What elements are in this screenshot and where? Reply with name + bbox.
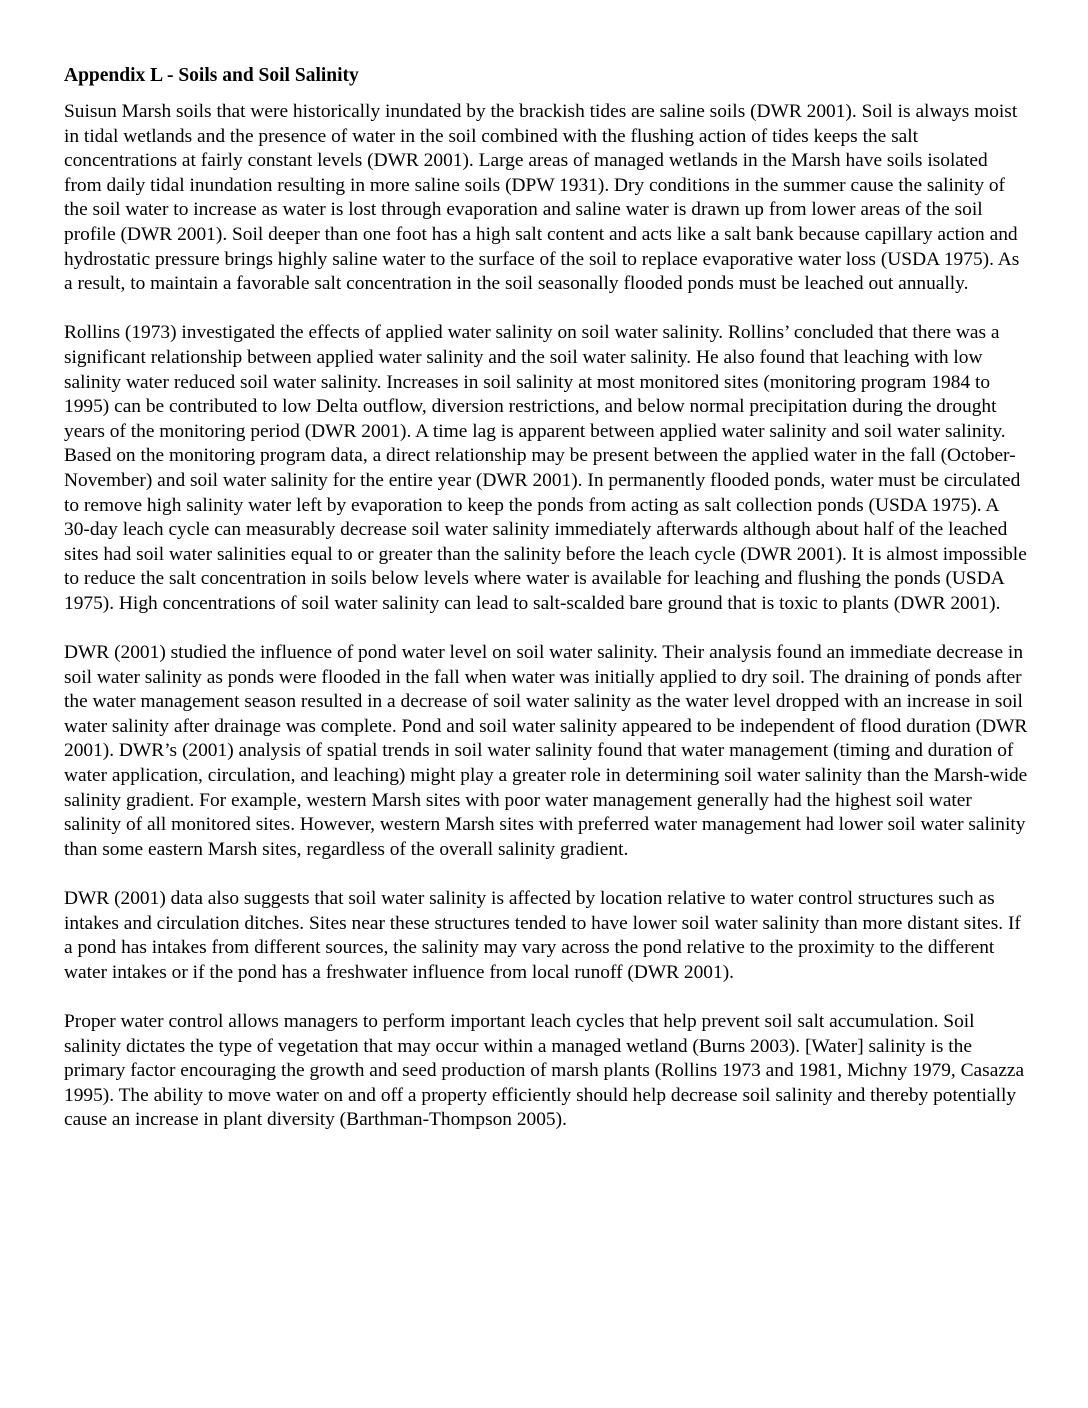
paragraph-applied-water-salinity: Rollins (1973) investigated the effects of applied water salinity on soil water salinity. Rollins’ concluded that there was a significant relationship between applied water salinity and the soil water salinity. He also found that leaching with low salinity water reduced soil water salinity. Increases in soil salinity at most monitored sites (monitoring program 1984 to 1995) can be contributed to low Delta outflow, diversion restrictions, and below normal precipitation during the drought years of the monitoring period (DWR 2001). A time lag is apparent between applied water salinity and soil water salinity. Based on the monitoring program data, a direct relationship may be present between the applied water in the fall (October-November) and soil water salinity for the entire year (DWR 2001). In permanently flooded ponds, water must be circulated to remove high salinity water left by evaporation to keep the ponds from acting as salt collection ponds (USDA 1975). A 30-day leach cycle can measurably decrease soil water salinity immediately afterwards although about half of the leached sites had soil water salinities equal to or greater than the salinity before the leach cycle (DWR 2001). It is almost impossible to reduce the salt concentration in soils below levels where water is available for leaching and flushing the ponds (USDA 1975). High concentrations of soil water salinity can lead to salt-scalded bare ground that is toxic to plants (DWR 2001).: [64, 322, 1027, 614]
paragraph-water-control-structures: DWR (2001) data also suggests that soil water salinity is affected by location relative to water control structures such as intakes and circulation ditches. Sites near these structures tended to have lower soil water salinity than more distant sites. If a pond has intakes from different sources, the salinity may vary across the pond relative to the proximity to the different water intakes or if the pond has a freshwater influence from local runoff (DWR 2001).: [64, 888, 1021, 983]
paragraph-water-control-management: Proper water control allows managers to perform important leach cycles that help prevent soil salt accumulation. Soil salinity dictates the type of vegetation that may occur within a managed wetland (Burns 2003). [Water] salinity is the primary factor encouraging the growth and seed production of marsh plants (Rollins 1973 and 1981, Michny 1979, Casazza 1995). The ability to move water on and off a property efficiently should help decrease soil salinity and thereby potentially cause an increase in plant diversity (Barthman-Thompson 2005).: [64, 1010, 1025, 1131]
appendix-title: Appendix L - Soils and Soil Salinity: [64, 65, 359, 86]
paragraph-soils-overview: Suisun Marsh soils that were historically inundated by the brackish tides are saline soils (DWR 2001). Soil is always moist in tidal wetlands and the presence of water in the soil combined with the flushing action of tides keeps the salt concentrations at fairly constant levels (DWR 2001). Large areas of managed wetlands in the Marsh have soils isolated from daily tidal inundation resulting in more saline soils (DPW 1931). Dry conditions in the summer cause the salinity of the soil water to increase as water is lost through evaporation and saline water is drawn up from lower areas of the soil profile (DWR 2001). Soil deeper than one foot has a high salt content and acts like a salt bank because capillary action and hydrostatic pressure brings highly saline water to the surface of the soil to replace evaporative water loss (USDA 1975). As a result, to maintain a favorable salt concentration in the soil seasonally flooded ponds must be leached out annually.: [64, 101, 1020, 295]
paragraph-pond-water-level: DWR (2001) studied the influence of pond water level on soil water salinity. Their analysis found an immediate decrease in soil water salinity as ponds were flooded in the fall when water was initially applied to dry soil. The draining of ponds after the water management season resulted in a decrease of soil water salinity as the water level dropped with an increase in soil water salinity after drainage was complete. Pond and soil water salinity appeared to be independent of flood duration (DWR 2001). DWR’s (2001) analysis of spatial trends in soil water salinity found that water management (timing and duration of water application, circulation, and leaching) might play a greater role in determining soil water salinity than the Marsh-wide salinity gradient. For example, western Marsh sites with poor water management generally had the highest soil water salinity of all monitored sites. However, western Marsh sites with preferred water management had lower soil water salinity than some eastern Marsh sites, regardless of the overall salinity gradient.: [64, 642, 1028, 860]
